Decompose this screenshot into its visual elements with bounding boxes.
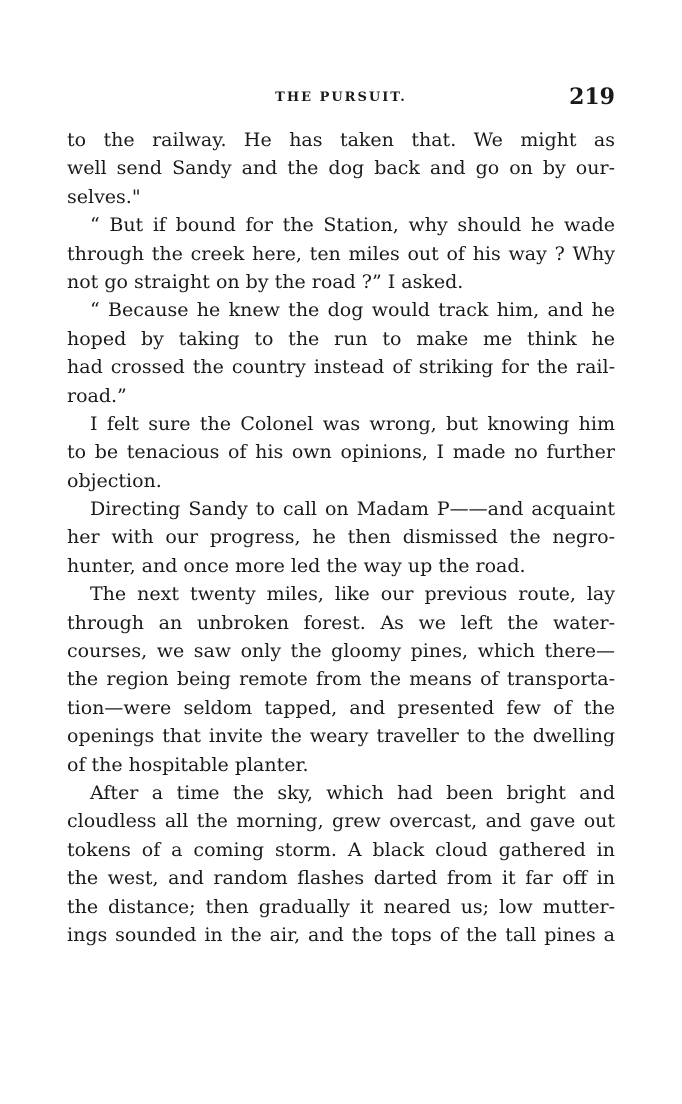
- running-head: [67, 84, 615, 114]
- text-line: “ Because he knew the dog would track him, and he: [90, 299, 615, 322]
- text-line: courses, we saw only the gloomy pines, which there—: [67, 640, 615, 663]
- text-line: had crossed the country instead of striking for the rail-: [67, 356, 615, 379]
- text-line: the west, and random flashes darted from it far off in: [67, 867, 615, 890]
- text-line: openings that invite the weary traveller to the dwelling: [67, 725, 615, 748]
- text-line: road.”: [67, 384, 127, 407]
- text-line: tokens of a coming storm. A black cloud gathered in: [67, 838, 615, 861]
- running-title: THE PURSUIT.: [275, 90, 407, 105]
- text-line: her with our progress, he then dismissed the negro-: [67, 526, 615, 549]
- text-line: After a time the sky, which had been bright and: [90, 781, 615, 804]
- text-line: “ But if bound for the Station, why should he wade: [90, 214, 615, 237]
- text-line: through the creek here, ten miles out of his way ? Why: [67, 242, 615, 265]
- page-number: 219: [569, 84, 615, 110]
- text-line: ings sounded in the air, and the tops of the tall pines a: [67, 923, 615, 946]
- body-text: [67, 126, 615, 949]
- text-line: not go straight on by the road ?” I asked.: [67, 270, 464, 293]
- text-line: objection.: [67, 469, 162, 492]
- text-line: of the hospitable planter.: [67, 753, 309, 776]
- text-line: Directing Sandy to call on Madam P——and acquaint: [90, 498, 615, 521]
- text-line: I felt sure the Colonel was wrong, but knowing him: [90, 412, 615, 435]
- text-line: to the railway. He has taken that. We might as: [67, 129, 615, 151]
- text-line: the region being remote from the means of transporta-: [67, 668, 615, 691]
- text-line: to be tenacious of his own opinions, I made no further: [67, 441, 615, 464]
- text-line: The next twenty miles, like our previous route, lay: [90, 583, 615, 606]
- text-line: well send Sandy and the dog back and go on by our-: [67, 157, 615, 180]
- text-line: hunter, and once more led the way up the road.: [67, 554, 526, 577]
- text-line: cloudless all the morning, grew overcast, and gave out: [67, 810, 615, 833]
- text-line: tion—were seldom tapped, and presented few of the: [67, 696, 615, 719]
- text-line: selves.": [67, 185, 141, 208]
- text-line: through an unbroken forest. As we left the water-: [67, 611, 615, 634]
- text-line: hoped by taking to the run to make me think he: [67, 327, 615, 350]
- text-line: the distance; then gradually it neared us; low mutter-: [67, 895, 615, 918]
